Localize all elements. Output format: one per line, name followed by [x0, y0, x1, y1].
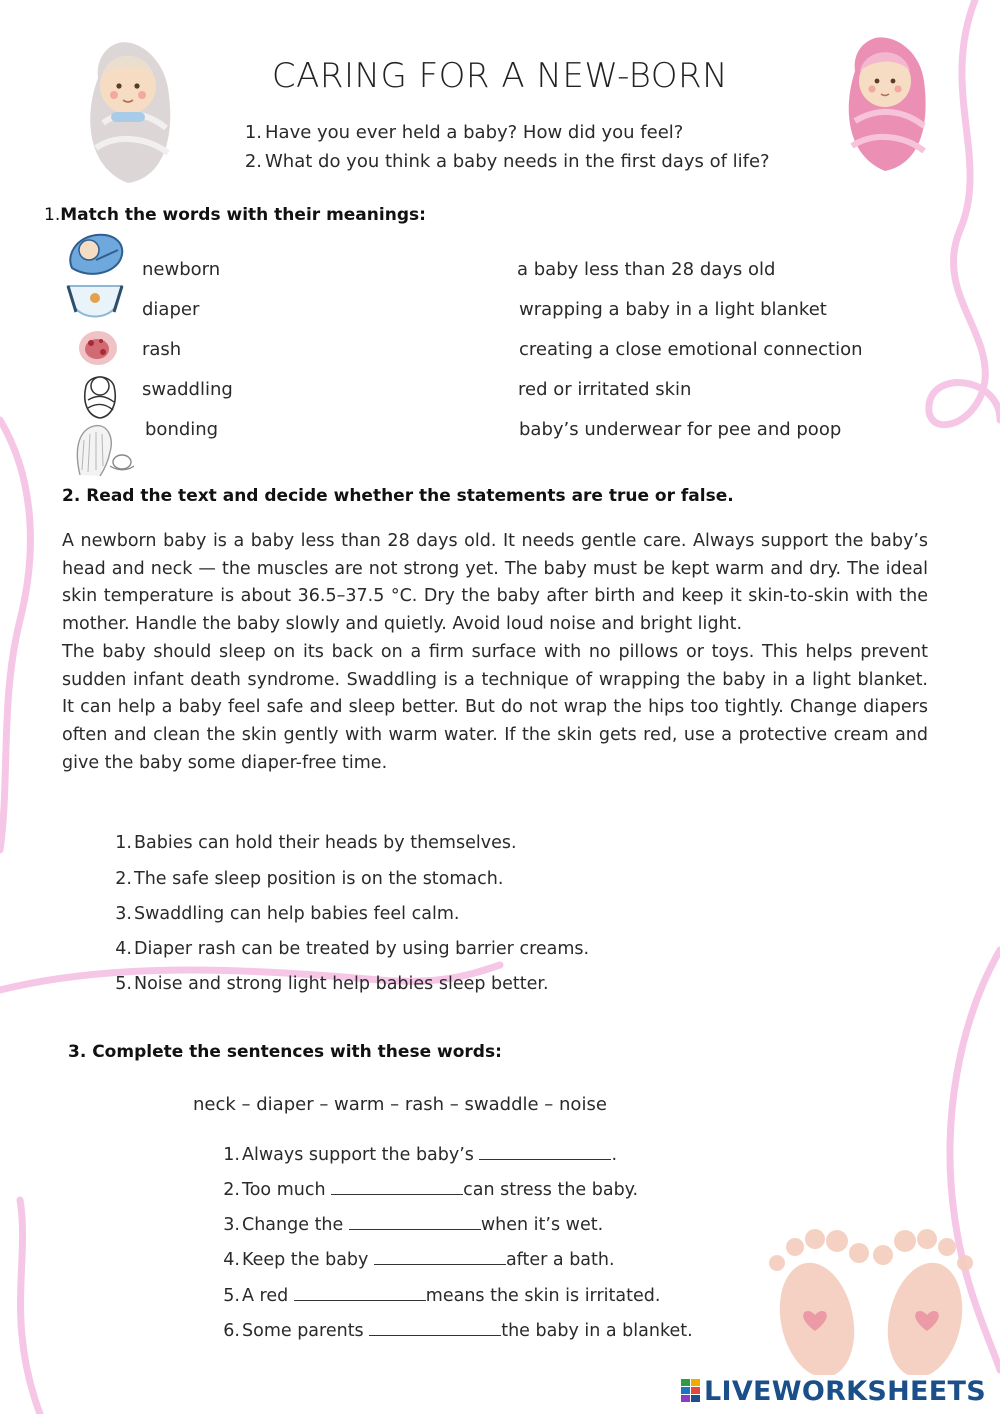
match-word: newborn [142, 259, 221, 280]
sentence-before: Change the [242, 1215, 349, 1235]
sentence-number: 4. [223, 1250, 240, 1270]
match-meaning: creating a close emotional connection [519, 339, 863, 360]
fill-sentence [220, 1180, 638, 1200]
page-title: CARING FOR A NEW-BORN [271, 56, 729, 96]
fill-sentence [220, 1250, 615, 1270]
diaper-icon [66, 282, 124, 324]
sentence-before: A red [242, 1286, 294, 1306]
match-word: bonding [145, 419, 219, 440]
match-meaning: a baby less than 28 days old [517, 259, 776, 280]
statement-number: 3. [115, 904, 132, 924]
answer-blank[interactable] [294, 1286, 426, 1301]
statement-number: 1. [115, 833, 132, 853]
fill-sentence [220, 1286, 660, 1306]
sentence-before: Keep the baby [242, 1250, 374, 1270]
answer-blank[interactable] [349, 1215, 481, 1230]
sentence-number: 2. [223, 1180, 240, 1200]
question-text: What do you think a baby needs in the first days of life? [265, 151, 770, 172]
baby-feet-icon [755, 1225, 995, 1375]
swaddling-icon [80, 368, 120, 420]
bonding-icon [70, 420, 136, 478]
question-text: Have you ever held a baby? How did you feel? [265, 122, 684, 143]
match-word: swaddling [142, 379, 233, 400]
baby-pink-wrapped-icon [840, 26, 930, 176]
sentence-number: 6. [223, 1321, 240, 1341]
word-bank: neck – diaper – warm – rash – swaddle – noise [193, 1094, 607, 1115]
statement-text: The safe sleep position is on the stomach. [134, 869, 504, 889]
sentence-before: Some parents [242, 1321, 370, 1341]
fill-sentence [220, 1145, 617, 1165]
match-meaning: wrapping a baby in a light blanket [519, 299, 827, 320]
true-false-statement[interactable] [112, 904, 459, 924]
statement-text: Noise and strong light help babies sleep better. [134, 974, 549, 994]
sentence-after: can stress the baby. [463, 1180, 639, 1200]
statement-number: 4. [115, 939, 132, 959]
fill-sentence [220, 1321, 693, 1341]
sentence-after: when it’s wet. [480, 1215, 604, 1235]
true-false-statement[interactable] [112, 974, 549, 994]
sentence-number: 1. [223, 1145, 240, 1165]
fill-sentence [220, 1215, 603, 1235]
ribbon-left [0, 420, 30, 850]
warmup-question [240, 151, 770, 172]
baby-blue-wrapped-icon [78, 28, 178, 188]
match-meaning: red or irritated skin [518, 379, 692, 400]
sentence-after: . [611, 1145, 618, 1165]
newborn-icon [66, 230, 128, 280]
section3-heading: 3. Complete the sentences with these words: [68, 1042, 502, 1062]
true-false-statement[interactable] [112, 869, 503, 889]
section2-heading: 2. Read the text and decide whether the statements are true or false. [62, 486, 734, 506]
sentence-after: means the skin is irritated. [425, 1286, 661, 1306]
sentence-number: 5. [223, 1286, 240, 1306]
sentence-after: after a bath. [505, 1250, 615, 1270]
section1-number: 1. [44, 205, 61, 225]
statement-number: 2. [115, 869, 132, 889]
sentence-number: 3. [223, 1215, 240, 1235]
match-meaning: baby’s underwear for pee and poop [519, 419, 842, 440]
reading-paragraph: The baby should sleep on its back on a firm surface with no pillows or toys. This helps prevent sudden infant death syndrome. Swaddling is a technique of wrapping the baby in a light blanket. It can help a baby feel safe and sleep better. But do not wrap the hips too tightly. Change diapers often and clean the skin gently with warm water. If the skin gets red, use a protective cream and give the baby some diaper-free time. [62, 641, 928, 773]
statement-number: 5. [115, 974, 132, 994]
statement-text: Diaper rash can be treated by using barrier creams. [134, 939, 590, 959]
sentence-after: the baby in a blanket. [501, 1321, 693, 1341]
liveworksheets-brand [681, 1376, 986, 1407]
reading-text [62, 528, 928, 777]
match-word: diaper [142, 299, 200, 320]
answer-blank[interactable] [374, 1250, 506, 1265]
warmup-question [240, 122, 683, 143]
match-word: rash [142, 339, 182, 360]
answer-blank[interactable] [479, 1145, 611, 1160]
liveworksheets-logo-icon [681, 1379, 701, 1403]
brand-name: LIVEWORKSHEETS [703, 1376, 986, 1407]
sentence-before: Too much [242, 1180, 332, 1200]
sentence-before: Always support the baby’s [242, 1145, 480, 1165]
true-false-statement[interactable] [112, 939, 589, 959]
true-false-statement[interactable] [112, 833, 517, 853]
question-number: 1. [244, 122, 262, 143]
question-number: 2. [244, 151, 262, 172]
statement-text: Swaddling can help babies feel calm. [134, 904, 460, 924]
answer-blank[interactable] [331, 1180, 463, 1195]
answer-blank[interactable] [369, 1321, 501, 1336]
statement-text: Babies can hold their heads by themselves. [134, 833, 517, 853]
section1-title: Match the words with their meanings: [60, 205, 426, 225]
ribbon-bottom-left [20, 1200, 40, 1414]
reading-paragraph: A newborn baby is a baby less than 28 days old. It needs gentle care. Always support the baby’s head and neck — the muscles are not strong yet. The baby must be kept warm and dry. The ideal skin temperature is about 36.5–37.5 °C. Dry the baby after birth and keep it skin-to-skin with the mother. Handle the baby slowly and quietly. Avoid loud noise and bright light. [62, 531, 928, 635]
section1-heading [44, 205, 426, 225]
rash-icon [76, 328, 120, 368]
